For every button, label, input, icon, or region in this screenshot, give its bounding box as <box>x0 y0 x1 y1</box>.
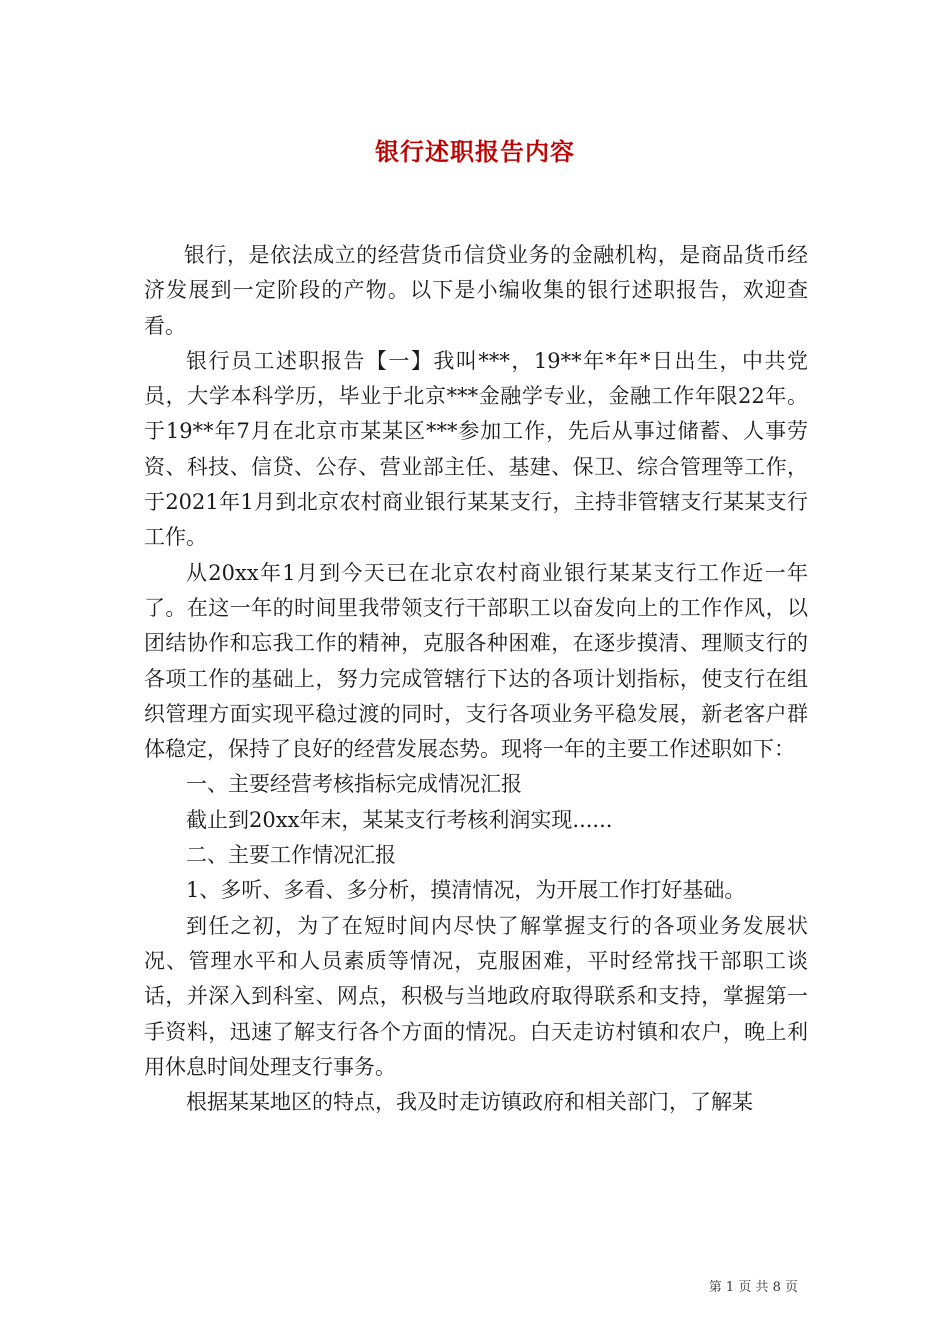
subheading-1: 1、多听、多看、多分析，摸清情况，为开展工作打好基础。 <box>186 878 746 903</box>
paragraph-self-intro: 银行员工述职报告【一】我叫***，19**年*年*日出生，中共党员，大学本科学历，毕业于北京***金融学专业，金融工作年限22年。于19**年7月在北京市某某区***参加工作，先后从事过储蓄、人事劳资、科技、信贷、公存、营业部主任、基建、保卫、综合管理等工作，于2021年1月到北京农村商业银行某某支行，主持非管辖支行某某支行工作。 <box>144 348 808 550</box>
paragraph-year-summary: 从20xx年1月到今天已在北京农村商业银行某某支行工作近一年了。在这一年的时间里我带领支行干部职工以奋发向上的工作作风，以团结协作和忘我工作的精神，克服各种困难，在逐步摸清、理顺支行的各项工作的基础上，努力完成管辖行下达的各项计划指标，使支行在组织管理方面实现平稳过渡的同时，支行各项业务平稳发展，新老客户群体稳定，保持了良好的经营发展态势。现将一年的主要工作述职如下： <box>144 560 808 762</box>
section-heading-2: 二、主要工作情况汇报 <box>186 843 396 868</box>
paragraph-profit: 截止到20xx年末，某某支行考核利润实现...... <box>186 807 613 832</box>
paragraph-intro: 银行，是依法成立的经营货币信贷业务的金融机构，是商品货币经济发展到一定阶段的产物。以下是小编收集的银行述职报告，欢迎查看。 <box>144 243 808 338</box>
page-title: 银行述职报告内容 <box>375 137 575 166</box>
paragraph-local-features: 根据某某地区的特点，我及时走访镇政府和相关部门，了解某 <box>186 1090 753 1115</box>
document-body <box>144 238 808 1120</box>
paragraph-onboarding: 到任之初，为了在短时间内尽快了解掌握支行的各项业务发展状况、管理水平和人员素质等情况，克服困难，平时经常找干部职工谈话，并深入到科室、网点，积极与当地政府取得联系和支持，掌握第一手资料，迅速了解支行各个方面的情况。白天走访村镇和农户，晚上利用休息时间处理支行事务。 <box>144 913 808 1079</box>
section-heading-1: 一、主要经营考核指标完成情况汇报 <box>186 772 522 797</box>
page-number: 第 1 页 共 8 页 <box>708 1280 798 1295</box>
